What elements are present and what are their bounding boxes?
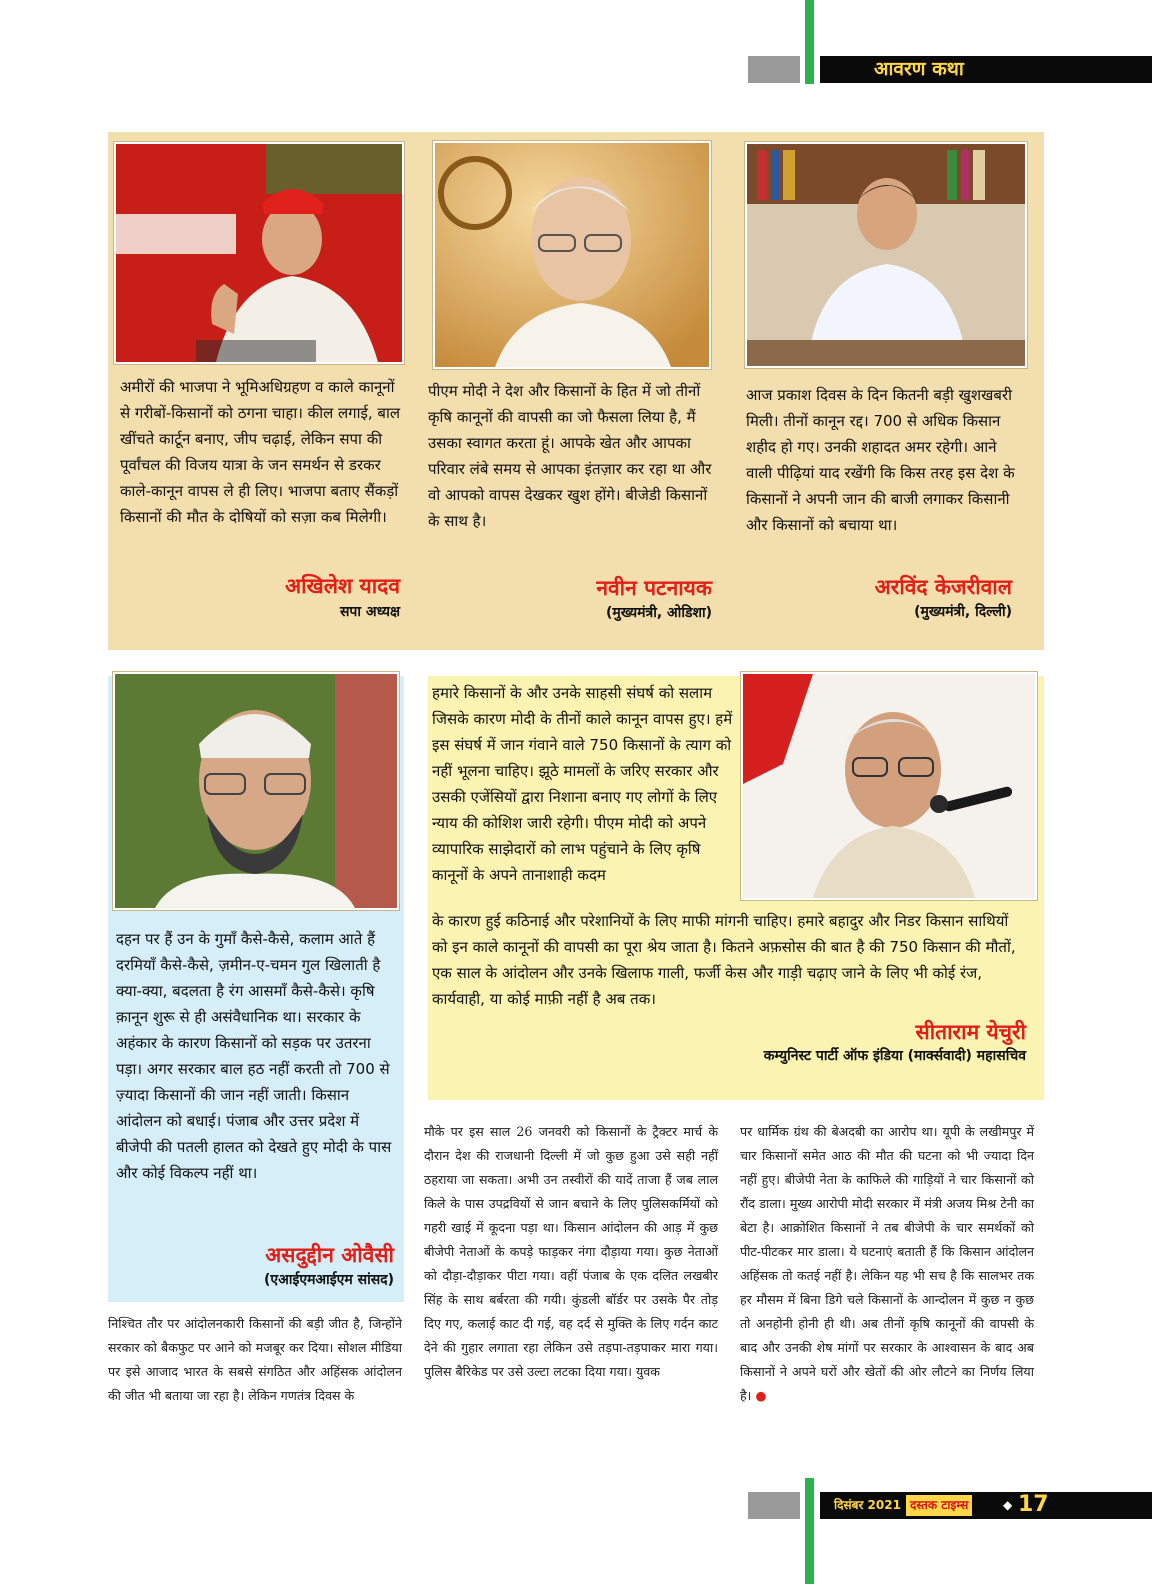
- owaisi-name: असदुद्दीन ओवैसी: [265, 1243, 394, 1267]
- owaisi-photo: [113, 672, 399, 910]
- akhilesh-name: अखिलेश यादव: [285, 574, 400, 598]
- akhilesh-role: सपा अध्यक्ष: [339, 604, 400, 620]
- naveen-role: (मुख्यमंत्री, ओडिशा): [606, 605, 712, 621]
- magazine-logo: दस्तक टाइम्स: [906, 1495, 972, 1516]
- article-column-3-text: पर धार्मिक ग्रंथ की बेअदबी का आरोप था। यूपी के लखीमपुर में चार किसानों समेत आठ की मौत की घटना को भी ज्यादा दिन नहीं हुए। बीजेपी नेता के काफिले की गाड़ियों ने चार किसानों को रौंद डाला। मुख्य आरोपी मोदी सरकार में मंत्री अजय मिश्र टेनी का बेटा है। आक्रोशित किसानों ने तब बीजेपी के चार समर्थकों को पीट-पीटकर मार डाला। ये घटनाएं बताती हैं कि किसान आंदोलन अहिंसक तो कतई नहीं है। लेकिन यह भी सच है कि सालभर तक हर मौसम में बिना डिगे चले किसानों के आन्दोलन में कुछ न कुछ तो अनहोनी होनी ही थी। अब तीनों कृषि कानूनों की वापसी के बाद और उनकी शेष मांगों पर सरकार के आश्वासन के बाद अब किसानों ने अपने घरों और खेतों की ओर लौटने का निर्णय लिया है।: [740, 1124, 1034, 1403]
- section-title: आवरण कथा: [874, 58, 964, 80]
- yechury-quote-bottom: के कारण हुई कठिनाई और परेशानियों के लिए माफी मांगनी चाहिए। हमारे बहादुर और निडर किसान साथियों को इन काले कानूनों की वापसी का पूरा श्रेय जाता है। कितने अफ़सोस की बात है की 750 किसान की मौतों, एक साल के आंदोलन और उनके खिलाफ गाली, फर्जी केस और गाड़ी चढ़ाए जाने के लिए भी कोई रंज, कार्यवाही, या कोई माफ़ी नहीं है अब तक।: [432, 912, 1016, 1008]
- header-green-rule: [805, 0, 814, 84]
- article-column-1: निश्चित तौर पर आंदोलनकारी किसानों की बड़ी जीत है, जिन्होंने सरकार को बैकफुट पर आने को मजबूर कर दिया। सोशल मीडिया पर इसे आजाद भारत के सबसे संगठित और अहिंसक आंदोलन की जीत भी बताया जा रहा है। लेकिन गणतंत्र दिवस के: [108, 1316, 402, 1403]
- owaisi-role: (एआईएमआईएम सांसद): [264, 1272, 394, 1288]
- footer-green-rule: [805, 1478, 814, 1584]
- naveen-name: नवीन पटनायक: [596, 576, 712, 600]
- naveen-photo: [433, 141, 711, 369]
- kejriwal-role: (मुख्यमंत्री, दिल्ली): [914, 604, 1012, 620]
- yechury-role: कम्युनिस्ट पार्टी ऑफ इंडिया (मार्क्सवादी) महासचिव: [763, 1048, 1026, 1064]
- issue-date: दिसंबर 2021: [834, 1498, 901, 1512]
- footer-grey-block: [748, 1492, 800, 1519]
- header-black-bar: [820, 56, 1152, 83]
- yechury-photo: [741, 672, 1037, 900]
- header-grey-block: [748, 56, 800, 83]
- kejriwal-name: अरविंद केजरीवाल: [874, 575, 1012, 599]
- article-end-mark: ●: [755, 1388, 767, 1403]
- kejriwal-quote: आज प्रकाश दिवस के दिन कितनी बड़ी खुशखबरी मिली। तीनों कानून रद्द। 700 से अधिक किसान शहीद हो गए। उनकी शहादत अमर रहेगी। आने वाली पीढ़ियां याद रखेंगी कि किस तरह इस देश के किसानों ने अपनी जान की बाजी लगाकर किसानी और किसानों को बचाया था।: [746, 386, 1015, 534]
- akhilesh-quote: अमीरों की भाजपा ने भूमिअधिग्रहण व काले कानूनों से गरीबों-किसानों को ठगना चाहा। कील लगाई, बाल खींचते कार्टून बनाए, जीप चढ़ाई, लेकिन सपा की पूर्वांचल की विजय यात्रा के जन समर्थन से डरकर काले-कानून वापस ले ही लिए। भाजपा बताए सैंकड़ों किसानों की मौत के दोषियों को सज़ा कब मिलेगी।: [120, 378, 401, 526]
- naveen-quote: पीएम मोदी ने देश और किसानों के हित में जो तीनों कृषि कानूनों की वापसी का जो फैसला लिया है, मैं उसका स्वागत करता हूं। आपके खेत और आपका परिवार लंबे समय से आपका इंतज़ार कर रहा था और वो आपको वापस देखकर खुश होंगे। बीजेडी किसानों के साथ है।: [428, 382, 712, 530]
- article-column-2: मौके पर इस साल 26 जनवरी को किसानों के ट्रैक्टर मार्च के दौरान देश की राजधानी दिल्ली में जो कुछ हुआ उसे सही नहीं ठहराया जा सकता। अभी उन तस्वीरों की यादें ताजा हैं जब लाल किले के पास उपद्रवियों से जान बचाने के लिए पुलिसकर्मियों को गहरी खाई में कूदना पड़ा था। किसान आंदोलन की आड़ में कुछ बीजेपी नेताओं के कपड़े फाड़कर नंगा दौड़ाया गया। कुछ नेताओं को दौड़ा-दौड़ाकर पीटा गया। वहीं पंजाब के एक दलित लखबीर सिंह के साथ बर्बरता की गयी। कुंडली बॉर्डर पर उसके पैर तोड़ दिए गए, कलाई काट दी गई, वह दर्द से मुक्ति के लिए गर्दन काट देने की गुहार लगाता रहा लेकिन उसे तड़पा-तड़पाकर मारा गया। पुलिस बैरिकेड पर उसे उल्टा लटका दिया गया। युवक: [424, 1124, 718, 1379]
- kejriwal-photo: [745, 142, 1027, 368]
- yechury-name: सीताराम येचुरी: [915, 1020, 1026, 1044]
- owaisi-quote: दहन पर हैं उन के गुमाँ कैसे-कैसे, कलाम आते हैं दरमियाँ कैसे-कैसे, ज़मीन-ए-चमन गुल खिलाती है क्या-क्या, बदलता है रंग आसमाँ कैसे-कैसे। कृषि क़ानून शुरू से ही असंवैधानिक था। सरकार के अहंकार के कारण किसानों को सड़क पर उतरना पड़ा। अगर सरकार बाल हठ नहीं करती तो 700 से ज़्यादा किसानों की जान नहीं जाती। किसान आंदोलन को बधाई। पंजाब और उत्तर प्रदेश में बीजेपी की पतली हालत को देखते हुए मोदी के पास और कोई विकल्प नहीं था।: [116, 930, 392, 1182]
- yechury-quote-top: हमारे किसानों के और उनके साहसी संघर्ष को सलाम जिसके कारण मोदी के तीनों काले कानून वापस हुए। हमें इस संघर्ष में जान गंवाने वाले 750 किसानों के त्याग को नहीं भूलना चाहिए। झूठे मामलों के जरिए सरकार और उसकी एजेंसियों द्वारा निशाना बनाए गए लोगों के लिए न्याय की कोशिश जारी रहेगी। पीएम मोदी को अपने व्यापारिक साझेदारों को लाभ पहुंचाने के लिए कृषि कानूनों के अपने तानाशाही कदम: [432, 684, 733, 884]
- page-number: 17: [1018, 1492, 1049, 1517]
- article-column-3: [740, 1120, 1034, 1408]
- akhilesh-photo: [114, 142, 404, 364]
- footer-separator: ◆: [1003, 1498, 1013, 1512]
